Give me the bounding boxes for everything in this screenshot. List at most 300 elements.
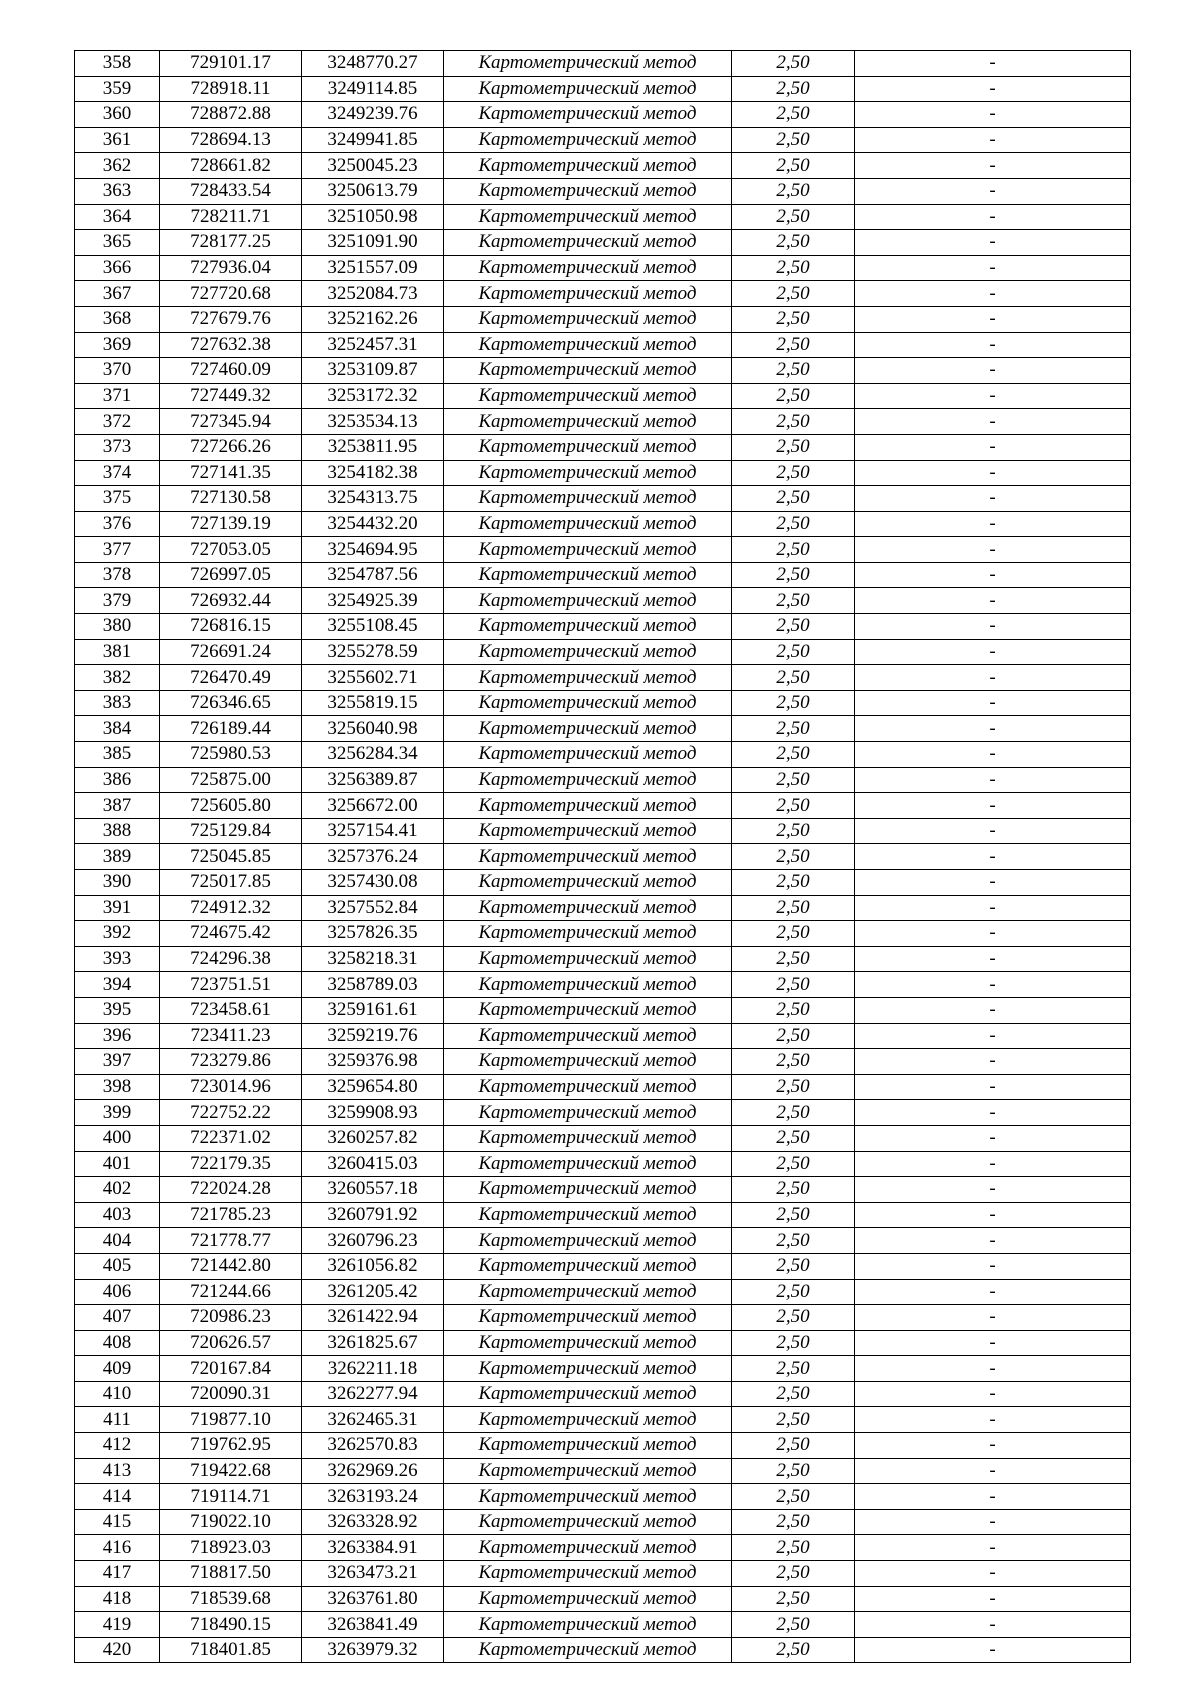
point-number-cell: 406	[75, 1279, 160, 1305]
note-cell: -	[855, 997, 1131, 1023]
table-row	[75, 793, 1131, 819]
point-number-cell: 409	[75, 1356, 160, 1382]
x-coordinate-cell: 727053.05	[160, 537, 302, 563]
x-coordinate-cell: 727936.04	[160, 255, 302, 281]
note-cell: -	[855, 434, 1131, 460]
coordinates-table	[74, 50, 1131, 1663]
x-coordinate-cell: 723751.51	[160, 972, 302, 998]
note-cell: -	[855, 614, 1131, 640]
note-cell: -	[855, 281, 1131, 307]
method-cell: Картометрический метод	[444, 639, 732, 665]
method-cell: Картометрический метод	[444, 460, 732, 486]
note-cell: -	[855, 1612, 1131, 1638]
point-number-cell: 386	[75, 767, 160, 793]
table-row	[75, 614, 1131, 640]
accuracy-cell: 2,50	[732, 102, 855, 128]
accuracy-cell: 2,50	[732, 562, 855, 588]
point-number-cell: 360	[75, 102, 160, 128]
method-cell: Картометрический метод	[444, 1202, 732, 1228]
x-coordinate-cell: 719877.10	[160, 1407, 302, 1433]
point-number-cell: 412	[75, 1433, 160, 1459]
y-coordinate-cell: 3252084.73	[302, 281, 444, 307]
note-cell: -	[855, 1202, 1131, 1228]
x-coordinate-cell: 727141.35	[160, 460, 302, 486]
table-row	[75, 1151, 1131, 1177]
accuracy-cell: 2,50	[732, 1253, 855, 1279]
method-cell: Картометрический метод	[444, 665, 732, 691]
y-coordinate-cell: 3258218.31	[302, 946, 444, 972]
point-number-cell: 381	[75, 639, 160, 665]
x-coordinate-cell: 721785.23	[160, 1202, 302, 1228]
accuracy-cell: 2,50	[732, 153, 855, 179]
accuracy-cell: 2,50	[732, 76, 855, 102]
y-coordinate-cell: 3251557.09	[302, 255, 444, 281]
accuracy-cell: 2,50	[732, 1612, 855, 1638]
point-number-cell: 408	[75, 1330, 160, 1356]
method-cell: Картометрический метод	[444, 204, 732, 230]
note-cell: -	[855, 716, 1131, 742]
accuracy-cell: 2,50	[732, 1509, 855, 1535]
table-row	[75, 1023, 1131, 1049]
point-number-cell: 374	[75, 460, 160, 486]
y-coordinate-cell: 3254787.56	[302, 562, 444, 588]
table-row	[75, 204, 1131, 230]
y-coordinate-cell: 3261056.82	[302, 1253, 444, 1279]
note-cell: -	[855, 870, 1131, 896]
accuracy-cell: 2,50	[732, 1535, 855, 1561]
y-coordinate-cell: 3255108.45	[302, 614, 444, 640]
point-number-cell: 366	[75, 255, 160, 281]
accuracy-cell: 2,50	[732, 690, 855, 716]
x-coordinate-cell: 725045.85	[160, 844, 302, 870]
method-cell: Картометрический метод	[444, 818, 732, 844]
x-coordinate-cell: 719762.95	[160, 1433, 302, 1459]
note-cell: -	[855, 665, 1131, 691]
point-number-cell: 375	[75, 486, 160, 512]
table-row	[75, 690, 1131, 716]
accuracy-cell: 2,50	[732, 1484, 855, 1510]
note-cell: -	[855, 1023, 1131, 1049]
method-cell: Картометрический метод	[444, 614, 732, 640]
y-coordinate-cell: 3249114.85	[302, 76, 444, 102]
accuracy-cell: 2,50	[732, 511, 855, 537]
table-row	[75, 358, 1131, 384]
y-coordinate-cell: 3262570.83	[302, 1433, 444, 1459]
y-coordinate-cell: 3263328.92	[302, 1509, 444, 1535]
point-number-cell: 417	[75, 1561, 160, 1587]
accuracy-cell: 2,50	[732, 972, 855, 998]
table-row	[75, 383, 1131, 409]
note-cell: -	[855, 306, 1131, 332]
note-cell: -	[855, 818, 1131, 844]
x-coordinate-cell: 723411.23	[160, 1023, 302, 1049]
table-row	[75, 870, 1131, 896]
point-number-cell: 377	[75, 537, 160, 563]
y-coordinate-cell: 3250045.23	[302, 153, 444, 179]
accuracy-cell: 2,50	[732, 793, 855, 819]
method-cell: Картометрический метод	[444, 281, 732, 307]
point-number-cell: 382	[75, 665, 160, 691]
x-coordinate-cell: 718923.03	[160, 1535, 302, 1561]
x-coordinate-cell: 725605.80	[160, 793, 302, 819]
note-cell: -	[855, 537, 1131, 563]
table-row	[75, 1305, 1131, 1331]
method-cell: Картометрический метод	[444, 1381, 732, 1407]
point-number-cell: 404	[75, 1228, 160, 1254]
point-number-cell: 414	[75, 1484, 160, 1510]
x-coordinate-cell: 728433.54	[160, 178, 302, 204]
note-cell: -	[855, 178, 1131, 204]
note-cell: -	[855, 76, 1131, 102]
accuracy-cell: 2,50	[732, 1561, 855, 1587]
note-cell: -	[855, 1125, 1131, 1151]
note-cell: -	[855, 921, 1131, 947]
note-cell: -	[855, 1151, 1131, 1177]
accuracy-cell: 2,50	[732, 818, 855, 844]
table-row	[75, 1177, 1131, 1203]
x-coordinate-cell: 722179.35	[160, 1151, 302, 1177]
x-coordinate-cell: 727345.94	[160, 409, 302, 435]
y-coordinate-cell: 3249941.85	[302, 127, 444, 153]
table-row	[75, 1049, 1131, 1075]
note-cell: -	[855, 690, 1131, 716]
method-cell: Картометрический метод	[444, 178, 732, 204]
accuracy-cell: 2,50	[732, 1151, 855, 1177]
y-coordinate-cell: 3263193.24	[302, 1484, 444, 1510]
accuracy-cell: 2,50	[732, 1228, 855, 1254]
note-cell: -	[855, 946, 1131, 972]
accuracy-cell: 2,50	[732, 230, 855, 256]
x-coordinate-cell: 721442.80	[160, 1253, 302, 1279]
note-cell: -	[855, 409, 1131, 435]
point-number-cell: 371	[75, 383, 160, 409]
x-coordinate-cell: 727460.09	[160, 358, 302, 384]
note-cell: -	[855, 383, 1131, 409]
table-row	[75, 1125, 1131, 1151]
method-cell: Картометрический метод	[444, 1253, 732, 1279]
x-coordinate-cell: 722752.22	[160, 1100, 302, 1126]
accuracy-cell: 2,50	[732, 921, 855, 947]
method-cell: Картометрический метод	[444, 1586, 732, 1612]
y-coordinate-cell: 3253811.95	[302, 434, 444, 460]
method-cell: Картометрический метод	[444, 1561, 732, 1587]
y-coordinate-cell: 3250613.79	[302, 178, 444, 204]
method-cell: Картометрический метод	[444, 1407, 732, 1433]
point-number-cell: 407	[75, 1305, 160, 1331]
point-number-cell: 410	[75, 1381, 160, 1407]
point-number-cell: 380	[75, 614, 160, 640]
table-row	[75, 1561, 1131, 1587]
table-row	[75, 76, 1131, 102]
table-row	[75, 1100, 1131, 1126]
note-cell: -	[855, 767, 1131, 793]
point-number-cell: 369	[75, 332, 160, 358]
note-cell: -	[855, 972, 1131, 998]
method-cell: Картометрический метод	[444, 1228, 732, 1254]
accuracy-cell: 2,50	[732, 127, 855, 153]
x-coordinate-cell: 718401.85	[160, 1637, 302, 1663]
note-cell: -	[855, 460, 1131, 486]
x-coordinate-cell: 722371.02	[160, 1125, 302, 1151]
y-coordinate-cell: 3261422.94	[302, 1305, 444, 1331]
x-coordinate-cell: 728918.11	[160, 76, 302, 102]
table-row	[75, 281, 1131, 307]
table-row	[75, 1356, 1131, 1382]
point-number-cell: 411	[75, 1407, 160, 1433]
method-cell: Картометрический метод	[444, 588, 732, 614]
method-cell: Картометрический метод	[444, 511, 732, 537]
accuracy-cell: 2,50	[732, 1023, 855, 1049]
y-coordinate-cell: 3254182.38	[302, 460, 444, 486]
accuracy-cell: 2,50	[732, 1125, 855, 1151]
accuracy-cell: 2,50	[732, 1407, 855, 1433]
method-cell: Картометрический метод	[444, 332, 732, 358]
table-row	[75, 1381, 1131, 1407]
accuracy-cell: 2,50	[732, 1049, 855, 1075]
table-row	[75, 1509, 1131, 1535]
accuracy-cell: 2,50	[732, 614, 855, 640]
method-cell: Картометрический метод	[444, 153, 732, 179]
point-number-cell: 365	[75, 230, 160, 256]
x-coordinate-cell: 723279.86	[160, 1049, 302, 1075]
table-row	[75, 1484, 1131, 1510]
y-coordinate-cell: 3263761.80	[302, 1586, 444, 1612]
method-cell: Картометрический метод	[444, 690, 732, 716]
point-number-cell: 389	[75, 844, 160, 870]
point-number-cell: 403	[75, 1202, 160, 1228]
accuracy-cell: 2,50	[732, 332, 855, 358]
method-cell: Картометрический метод	[444, 230, 732, 256]
x-coordinate-cell: 725017.85	[160, 870, 302, 896]
x-coordinate-cell: 726189.44	[160, 716, 302, 742]
y-coordinate-cell: 3260791.92	[302, 1202, 444, 1228]
y-coordinate-cell: 3251050.98	[302, 204, 444, 230]
table-row	[75, 895, 1131, 921]
accuracy-cell: 2,50	[732, 1177, 855, 1203]
table-row	[75, 306, 1131, 332]
note-cell: -	[855, 562, 1131, 588]
note-cell: -	[855, 332, 1131, 358]
y-coordinate-cell: 3257430.08	[302, 870, 444, 896]
x-coordinate-cell: 727266.26	[160, 434, 302, 460]
accuracy-cell: 2,50	[732, 1381, 855, 1407]
accuracy-cell: 2,50	[732, 255, 855, 281]
table-row	[75, 997, 1131, 1023]
x-coordinate-cell: 723014.96	[160, 1074, 302, 1100]
accuracy-cell: 2,50	[732, 409, 855, 435]
accuracy-cell: 2,50	[732, 742, 855, 768]
accuracy-cell: 2,50	[732, 1356, 855, 1382]
x-coordinate-cell: 720090.31	[160, 1381, 302, 1407]
y-coordinate-cell: 3259161.61	[302, 997, 444, 1023]
accuracy-cell: 2,50	[732, 946, 855, 972]
method-cell: Картометрический метод	[444, 997, 732, 1023]
note-cell: -	[855, 742, 1131, 768]
y-coordinate-cell: 3254313.75	[302, 486, 444, 512]
point-number-cell: 363	[75, 178, 160, 204]
accuracy-cell: 2,50	[732, 1586, 855, 1612]
accuracy-cell: 2,50	[732, 460, 855, 486]
accuracy-cell: 2,50	[732, 358, 855, 384]
point-number-cell: 388	[75, 818, 160, 844]
table-row	[75, 1586, 1131, 1612]
method-cell: Картометрический метод	[444, 562, 732, 588]
point-number-cell: 416	[75, 1535, 160, 1561]
method-cell: Картометрический метод	[444, 127, 732, 153]
point-number-cell: 400	[75, 1125, 160, 1151]
y-coordinate-cell: 3257376.24	[302, 844, 444, 870]
x-coordinate-cell: 725129.84	[160, 818, 302, 844]
accuracy-cell: 2,50	[732, 1305, 855, 1331]
note-cell: -	[855, 1330, 1131, 1356]
x-coordinate-cell: 727632.38	[160, 332, 302, 358]
table-row	[75, 1253, 1131, 1279]
table-row	[75, 562, 1131, 588]
table-row	[75, 1279, 1131, 1305]
y-coordinate-cell: 3256672.00	[302, 793, 444, 819]
y-coordinate-cell: 3254432.20	[302, 511, 444, 537]
y-coordinate-cell: 3248770.27	[302, 51, 444, 77]
y-coordinate-cell: 3254925.39	[302, 588, 444, 614]
method-cell: Картометрический метод	[444, 1433, 732, 1459]
note-cell: -	[855, 255, 1131, 281]
x-coordinate-cell: 720626.57	[160, 1330, 302, 1356]
note-cell: -	[855, 1228, 1131, 1254]
method-cell: Картометрический метод	[444, 434, 732, 460]
x-coordinate-cell: 726932.44	[160, 588, 302, 614]
method-cell: Картометрический метод	[444, 716, 732, 742]
x-coordinate-cell: 727130.58	[160, 486, 302, 512]
y-coordinate-cell: 3256389.87	[302, 767, 444, 793]
point-number-cell: 359	[75, 76, 160, 102]
note-cell: -	[855, 1509, 1131, 1535]
point-number-cell: 385	[75, 742, 160, 768]
table-row	[75, 255, 1131, 281]
note-cell: -	[855, 844, 1131, 870]
point-number-cell: 401	[75, 1151, 160, 1177]
accuracy-cell: 2,50	[732, 1458, 855, 1484]
method-cell: Картометрический метод	[444, 1049, 732, 1075]
table-row	[75, 1228, 1131, 1254]
table-row	[75, 767, 1131, 793]
point-number-cell: 405	[75, 1253, 160, 1279]
table-row	[75, 1330, 1131, 1356]
x-coordinate-cell: 723458.61	[160, 997, 302, 1023]
accuracy-cell: 2,50	[732, 1202, 855, 1228]
note-cell: -	[855, 1305, 1131, 1331]
y-coordinate-cell: 3263384.91	[302, 1535, 444, 1561]
note-cell: -	[855, 1407, 1131, 1433]
note-cell: -	[855, 639, 1131, 665]
note-cell: -	[855, 1100, 1131, 1126]
method-cell: Картометрический метод	[444, 76, 732, 102]
note-cell: -	[855, 1253, 1131, 1279]
method-cell: Картометрический метод	[444, 742, 732, 768]
point-number-cell: 367	[75, 281, 160, 307]
accuracy-cell: 2,50	[732, 383, 855, 409]
table-row	[75, 537, 1131, 563]
y-coordinate-cell: 3261825.67	[302, 1330, 444, 1356]
accuracy-cell: 2,50	[732, 895, 855, 921]
point-number-cell: 392	[75, 921, 160, 947]
point-number-cell: 393	[75, 946, 160, 972]
method-cell: Картометрический метод	[444, 1151, 732, 1177]
accuracy-cell: 2,50	[732, 767, 855, 793]
point-number-cell: 372	[75, 409, 160, 435]
point-number-cell: 399	[75, 1100, 160, 1126]
point-number-cell: 418	[75, 1586, 160, 1612]
y-coordinate-cell: 3262277.94	[302, 1381, 444, 1407]
x-coordinate-cell: 719022.10	[160, 1509, 302, 1535]
method-cell: Картометрический метод	[444, 255, 732, 281]
point-number-cell: 373	[75, 434, 160, 460]
note-cell: -	[855, 486, 1131, 512]
note-cell: -	[855, 1586, 1131, 1612]
accuracy-cell: 2,50	[732, 1433, 855, 1459]
table-row	[75, 972, 1131, 998]
accuracy-cell: 2,50	[732, 1100, 855, 1126]
y-coordinate-cell: 3249239.76	[302, 102, 444, 128]
table-row	[75, 946, 1131, 972]
note-cell: -	[855, 204, 1131, 230]
note-cell: -	[855, 358, 1131, 384]
x-coordinate-cell: 718490.15	[160, 1612, 302, 1638]
table-row	[75, 230, 1131, 256]
method-cell: Картометрический метод	[444, 409, 732, 435]
method-cell: Картометрический метод	[444, 383, 732, 409]
point-number-cell: 413	[75, 1458, 160, 1484]
accuracy-cell: 2,50	[732, 434, 855, 460]
method-cell: Картометрический метод	[444, 870, 732, 896]
method-cell: Картометрический метод	[444, 946, 732, 972]
method-cell: Картометрический метод	[444, 486, 732, 512]
note-cell: -	[855, 511, 1131, 537]
table-row	[75, 434, 1131, 460]
method-cell: Картометрический метод	[444, 1484, 732, 1510]
y-coordinate-cell: 3254694.95	[302, 537, 444, 563]
note-cell: -	[855, 1535, 1131, 1561]
accuracy-cell: 2,50	[732, 997, 855, 1023]
point-number-cell: 362	[75, 153, 160, 179]
method-cell: Картометрический метод	[444, 1074, 732, 1100]
y-coordinate-cell: 3253109.87	[302, 358, 444, 384]
note-cell: -	[855, 1279, 1131, 1305]
y-coordinate-cell: 3259654.80	[302, 1074, 444, 1100]
table-row	[75, 921, 1131, 947]
method-cell: Картометрический метод	[444, 767, 732, 793]
y-coordinate-cell: 3257826.35	[302, 921, 444, 947]
table-row	[75, 511, 1131, 537]
table-row	[75, 178, 1131, 204]
coordinates-table-body	[75, 51, 1131, 1663]
note-cell: -	[855, 1049, 1131, 1075]
note-cell: -	[855, 127, 1131, 153]
y-coordinate-cell: 3260557.18	[302, 1177, 444, 1203]
accuracy-cell: 2,50	[732, 1074, 855, 1100]
y-coordinate-cell: 3253534.13	[302, 409, 444, 435]
note-cell: -	[855, 51, 1131, 77]
table-row	[75, 486, 1131, 512]
y-coordinate-cell: 3263841.49	[302, 1612, 444, 1638]
accuracy-cell: 2,50	[732, 178, 855, 204]
x-coordinate-cell: 729101.17	[160, 51, 302, 77]
note-cell: -	[855, 1433, 1131, 1459]
note-cell: -	[855, 1484, 1131, 1510]
y-coordinate-cell: 3259376.98	[302, 1049, 444, 1075]
x-coordinate-cell: 721778.77	[160, 1228, 302, 1254]
point-number-cell: 397	[75, 1049, 160, 1075]
x-coordinate-cell: 726997.05	[160, 562, 302, 588]
